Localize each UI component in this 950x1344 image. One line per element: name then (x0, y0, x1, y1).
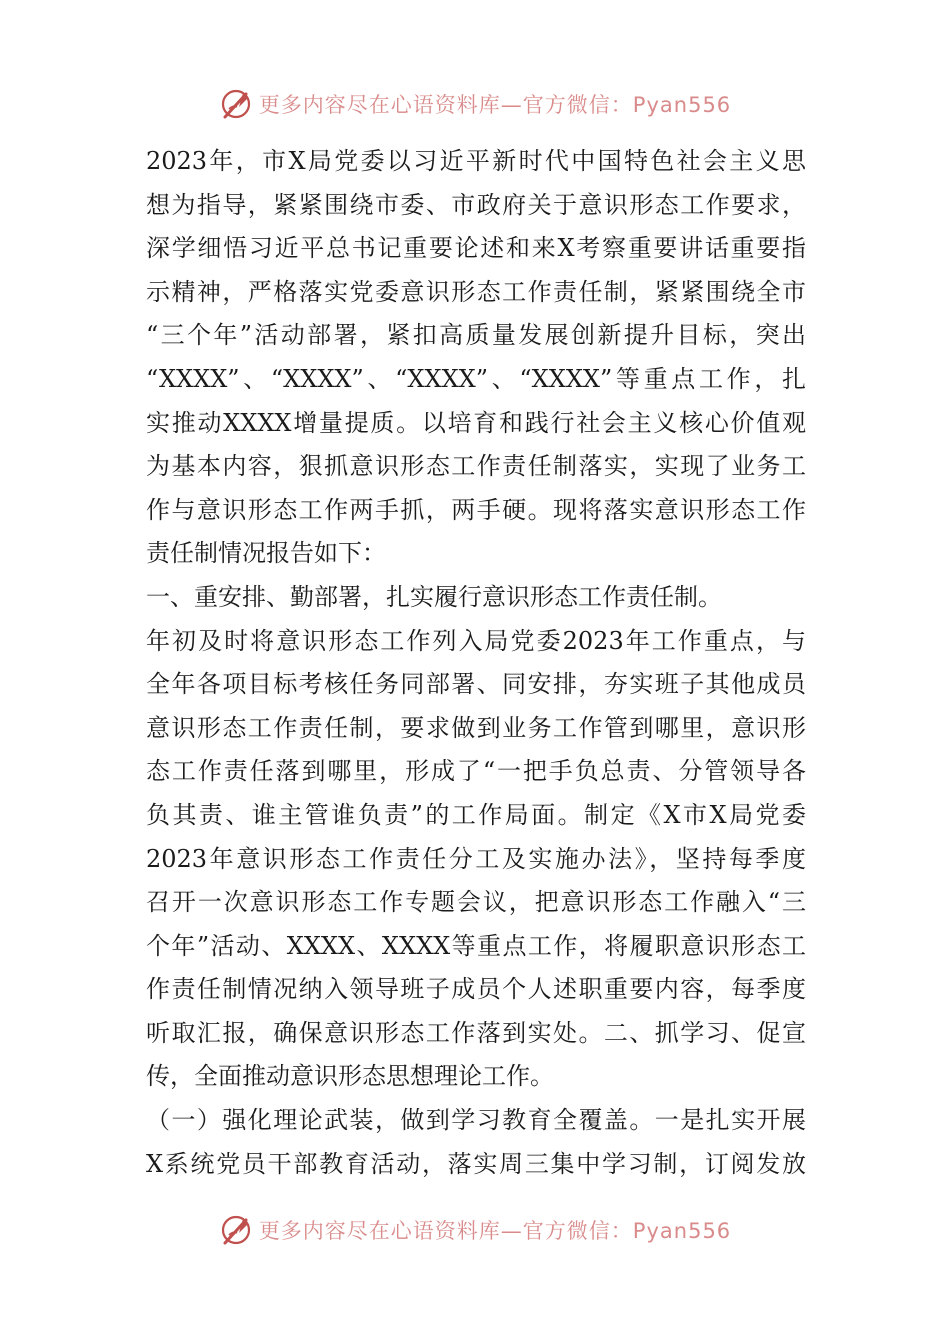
watermark-footer (0, 1210, 950, 1250)
body-text-line: 个年”活动、XXXX、XXXX等重点工作，将履职意识形态工 (146, 931, 806, 960)
body-text-line: “三个年”活动部署，紧扣高质量发展创新提升目标，突出 (146, 321, 806, 350)
body-text-line: 2023年意识形态工作责任分工及实施办法》，坚持每季度 (146, 844, 806, 873)
watermark-text: 更多内容尽在心语资料库—官方微信：Pyan556 (258, 93, 732, 117)
body-text-line: 深学细悟习近平总书记重要论述和来X考察重要讲话重要指 (146, 234, 806, 263)
body-text-line: 年初及时将意识形态工作列入局党委2023年工作重点，与 (146, 626, 806, 655)
body-text-line: 责任制情况报告如下： (146, 539, 386, 568)
body-text-line: 态工作责任落到哪里，形成了“一把手负总责、分管领导各 (146, 757, 806, 786)
body-text-line: “XXXX”、“XXXX”、“XXXX”、“XXXX”等重点工作，扎 (146, 364, 806, 393)
body-text-line: 全年各项目标考核任务同部署、同安排，夯实班子其他成员 (146, 670, 806, 699)
watermark-header (0, 84, 950, 124)
body-text-line: 作与意识形态工作两手抓，两手硬。现将落实意识形态工作 (146, 495, 806, 524)
body-text-line: 想为指导，紧紧围绕市委、市政府关于意识形态工作要求， (146, 190, 806, 219)
body-text-line: 2023年，市X局党委以习近平新时代中国特色社会主义思 (146, 147, 806, 175)
body-text-line: 实推动XXXX增量提质。以培育和践行社会主义核心价值观 (146, 408, 806, 437)
document-body (146, 140, 806, 1186)
body-text-line: 为基本内容，狠抓意识形态工作责任制落实，实现了业务工 (146, 452, 806, 481)
pen-logo-icon (219, 1213, 253, 1247)
body-text-line: 召开一次意识形态工作专题会议，把意识形态工作融入“三 (146, 888, 806, 917)
body-text-line: 示精神，严格落实党委意识形态工作责任制，紧紧围绕全市 (146, 277, 806, 306)
body-text-line: 负其责、谁主管谁负责”的工作局面。制定《X市X局党委 (146, 800, 806, 829)
body-text-line: 听取汇报，确保意识形态工作落到实处。二、抓学习、促宣 (146, 1018, 806, 1047)
body-text-line: 作责任制情况纳入领导班子成员个人述职重要内容，每季度 (146, 975, 806, 1004)
body-text-line: X系统党员干部教育活动，落实周三集中学习制，订阅发放 (146, 1149, 806, 1178)
watermark-text: 更多内容尽在心语资料库—官方微信：Pyan556 (258, 1219, 732, 1243)
body-text-line: 意识形态工作责任制，要求做到业务工作管到哪里，意识形 (146, 713, 806, 742)
body-text-line: 一、重安排、勤部署，扎实履行意识形态工作责任制。 (146, 582, 722, 611)
body-text-line: 传，全面推动意识形态思想理论工作。 (146, 1062, 554, 1091)
pen-logo-icon (219, 87, 253, 121)
body-text-line: （一）强化理论武装，做到学习教育全覆盖。一是扎实开展 (146, 1106, 806, 1135)
